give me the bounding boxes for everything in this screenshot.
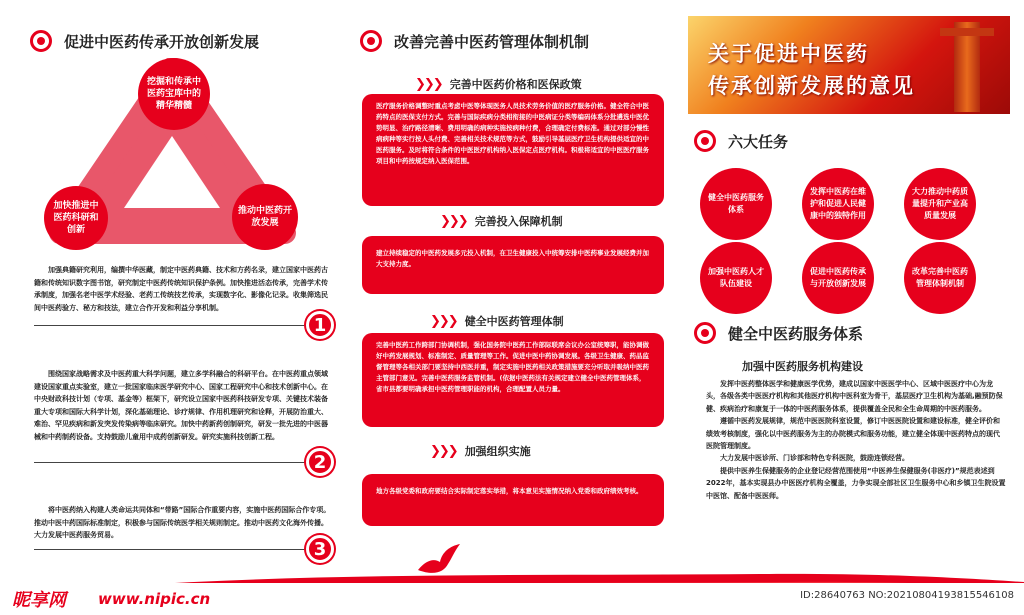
chevrons-icon: ❯❯❯: [415, 76, 442, 92]
left-section-title: 促进中医药传承开放创新发展: [30, 30, 259, 52]
huabiao-pillar-icon: [954, 22, 980, 112]
middle-box-2: 建立持续稳定的中医药发展多元投入机制，在卫生健康投入中统筹安排中医药事业发展经费并加大支持力度。: [362, 236, 664, 294]
number-badge-1: 1: [306, 311, 334, 339]
middle-subtitle-3: ❯❯❯ 健全中医药管理体制: [430, 313, 564, 329]
triangle-node-left: 加快推进中医药科研和创新: [44, 186, 108, 250]
watermark-logo: 昵享网: [12, 590, 66, 611]
tasks-section-title: 六大任务: [694, 130, 788, 152]
divider: [34, 325, 310, 326]
service-paragraph-3: 大力发展中医诊所、门诊部和特色专科医院，鼓励连锁经营。: [720, 454, 909, 463]
left-paragraph-1: 加强典籍研究利用，编撰中华医藏，制定中医药典籍、技术和方药名录，建立国家中医药古籍和传统知识数字图书馆，研究制定中医药传统知识保护条例。加快推进活态传承，完善学术传承制度，加强名老中医学术经验、老药工传统技艺传承，实现数字化、影像化记录。收集筛选民间中医药验方、秘方和技法，建立合作开发和利益分享机制。: [34, 266, 328, 312]
middle-box-1: 医疗服务价格调整时重点考虑中医等体现医务人员技术劳务价值的医疗服务价格。健全符合中医药特点的医保支付方式。完善与国际疾病分类相衔接的中医病证分类等编码体系分批遴选中医优势明显、治疗路径清晰、费用明确的病种实施按病种付费，合理确定付费标准。通过对部分慢性病病种等实行按人头付费、完善相关技术规范等方式，鼓励引导基层医疗卫生机构提供适宜的中医药服务。及时将符合条件的中医医疗机构纳入医保定点医疗机构。积极将适宜的中医医疗服务项目和中药按规定纳入医保范围。: [362, 94, 664, 206]
service-paragraph-1: 发挥中医药整体医学和健康医学优势，建成以国家中医医学中心、区域中医医疗中心为龙头，各级各类中医医疗机构和其他医疗机构中医科室为骨干，基层医疗卫生机构为基础,融预防保健、疾病治疗和康复于一体的中医药服务体系，提供覆盖全民和全生命周期的中医药服务。: [706, 380, 1003, 413]
header-banner: [688, 16, 1010, 114]
task-circle-4: 加强中医药人才队伍建设: [700, 242, 772, 314]
target-ring-icon: [360, 30, 382, 52]
task-circle-3: 大力推动中药质量提升和产业高质量发展: [904, 168, 976, 240]
service-paragraph-2: 遵循中医药发展规律，规范中医医院科室设置，修订中医医院设置和建设标准，健全评价和绩效考核制度，强化以中医药服务为主的办院模式和服务功能，建立健全体现中医药特点的现代医院管理制度。: [706, 417, 1000, 451]
middle-box-3: 完善中医药工作跨部门协调机制，强化国务院中医药工作部际联席会议办公室统筹职，能协调做好中药发展规划、标准制定、质量管理等工作。促进中医中药协调发展。各级卫生健康、药品监督管理等各相关部门要坚持中西医并重，制定实施中医药相关政策措施要充分听取并吸纳中医药主管部门意见。完善中医药服务监管机制。(依据中医药法有关规定建立健全中医药管理体系，省市县都要明确承担中医药管理职能的机构，合理配置人员力量。: [362, 333, 664, 427]
triangle-node-top: 挖掘和传承中医药宝库中的精华精髓: [138, 58, 210, 130]
service-paragraph-4: 提供中医养生保健服务的企业登记经营范围使用“中医养生保健服务(非医疗)”规范表述到2022年，基本实现县办中医医疗机构全覆盖，力争实现全部社区卫生服务中心和乡镇卫生院设置中医馆、配备中医医师。: [706, 466, 1006, 500]
triangle-diagram: [30, 58, 320, 258]
target-ring-icon: [694, 130, 716, 152]
chevrons-icon: ❯❯❯: [430, 443, 457, 459]
chevrons-icon: ❯❯❯: [430, 313, 457, 329]
target-ring-icon: [30, 30, 52, 52]
task-circle-1: 健全中医药服务体系: [700, 168, 772, 240]
service-section-title: 健全中医药服务体系: [694, 322, 863, 344]
target-ring-icon: [694, 322, 716, 344]
task-circle-2: 发挥中医药在维护和促进人民健康中的独特作用: [802, 168, 874, 240]
middle-subtitle-2: ❯❯❯ 完善投入保障机制: [440, 213, 563, 229]
watermark-id: ID:28640763 NO:20210804193815546108: [800, 590, 1014, 601]
task-circle-6: 改革完善中医药管理体制机制: [904, 242, 976, 314]
middle-subtitle-1: ❯❯❯ 完善中医药价格和医保政策: [415, 76, 582, 92]
banner-title-line1: 关于促进中医药: [708, 42, 869, 66]
number-badge-3: 3: [306, 535, 334, 563]
divider: [34, 462, 310, 463]
dove-icon: [414, 540, 462, 578]
triangle-node-right: 推动中医药开放发展: [232, 184, 298, 250]
middle-subtitle-4: ❯❯❯ 加强组织实施: [430, 443, 531, 459]
banner-title-line2: 传承创新发展的意见: [708, 74, 915, 98]
left-paragraph-2: 围绕国家战略需求及中医药重大科学问题，建立多学科融合的科研平台。在中医药重点领域建设国家重点实验室，建立一批国家临床医学研究中心、国家工程研究中心和技术创新中心。在中央财政科技计划（专项、基金等）框架下，研究设立国家中医药科技研发专项、关键技术装备重大专项和国际大科学计划，深化基础理论、诊疗规律、作用机理研究和诠释，开展防治重大、难治、罕见疾病和新发突发传染病等临床研究。加快中药新药创制研究，研发一批先进的中医器械和中药制药设备。支持鼓励儿童用中成药创新研发。研究实施科技创新工程。: [34, 370, 328, 441]
task-circle-5: 促进中医药传承与开放创新发展: [802, 242, 874, 314]
watermark-url: www.nipic.cn: [98, 590, 211, 608]
chevrons-icon: ❯❯❯: [440, 213, 467, 229]
service-subtitle: 加强中医药服务机构建设: [742, 360, 863, 373]
left-paragraph-3: 将中医药纳入构建人类命运共同体和“带路”国际合作重要内容，实施中医药国际合作专项。推动中医中药国际标准制定，积极参与国际传统医学相关规则制定。推动中医药文化海外传播。大力发展中医药服务贸易。: [34, 506, 331, 539]
middle-box-4: 地方各级党委和政府要结合实际制定落实举措，将本意见实施情况纳入党委和政府绩效考核。: [362, 474, 664, 526]
divider: [34, 549, 310, 550]
service-paragraphs: [706, 378, 1006, 502]
number-badge-2: 2: [306, 448, 334, 476]
middle-section-title: 改善完善中医药管理体制机制: [360, 30, 589, 52]
